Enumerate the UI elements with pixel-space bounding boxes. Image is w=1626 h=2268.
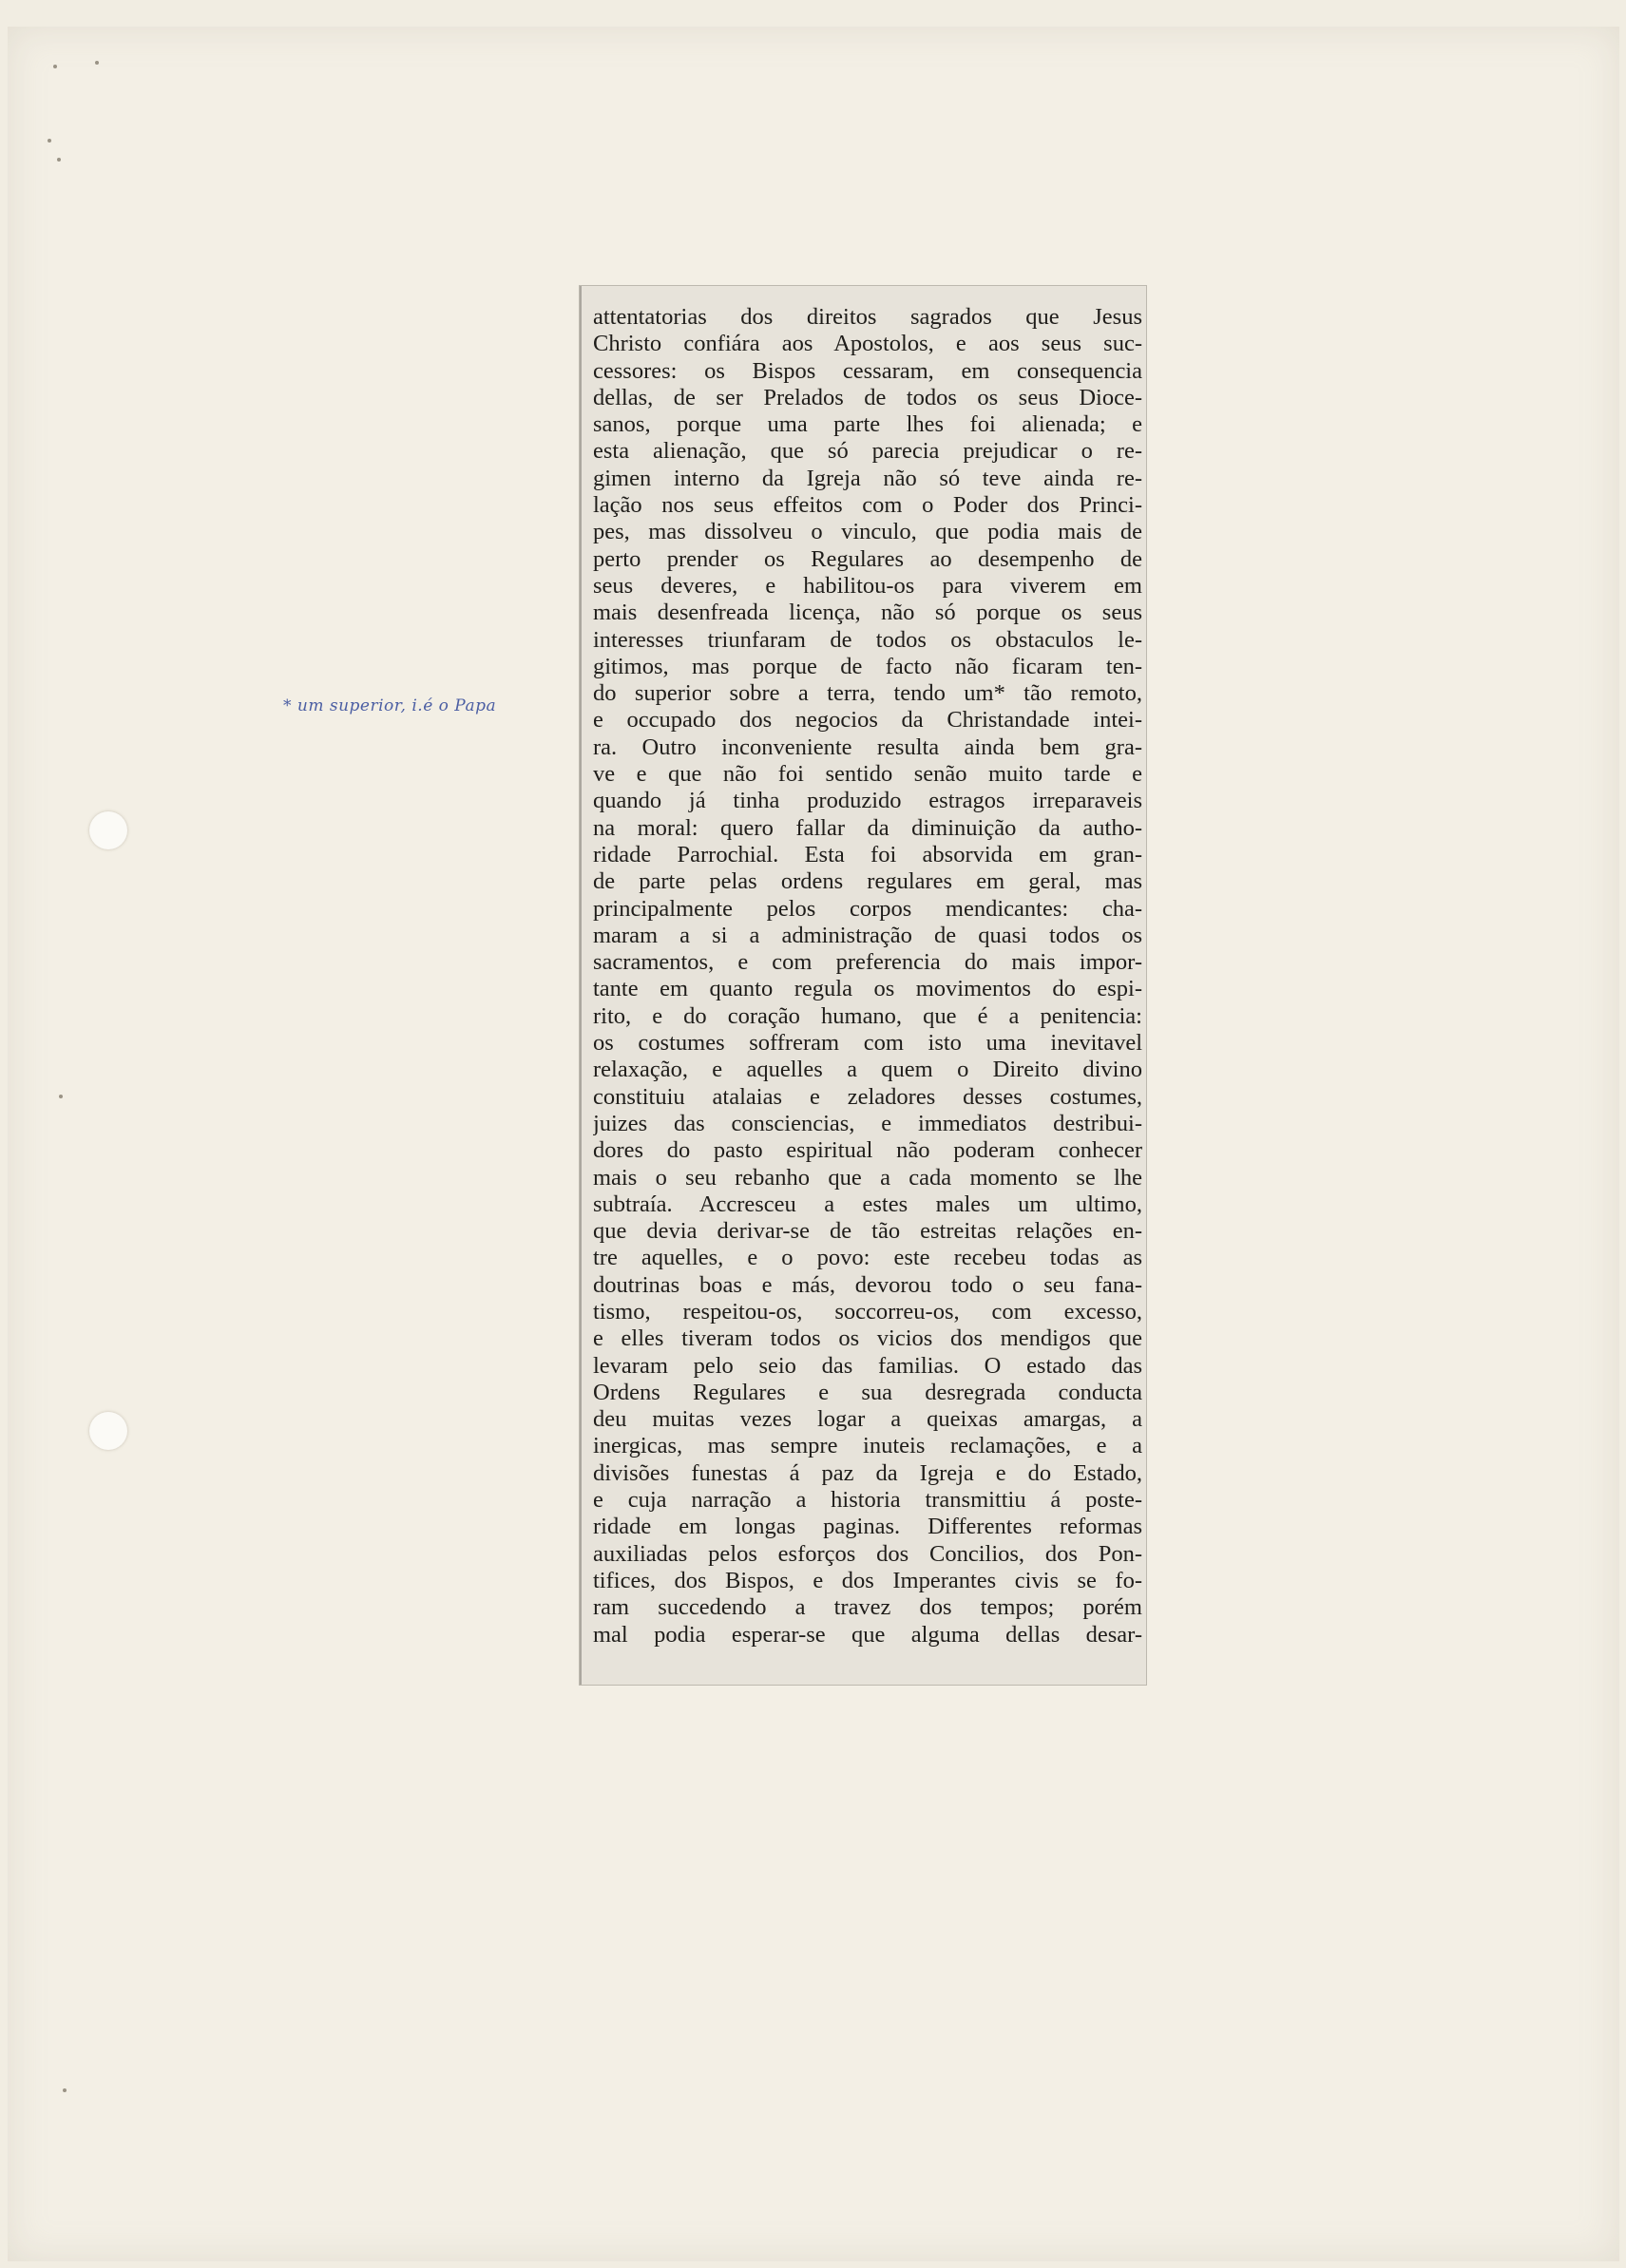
clipping-text-line: e cuja narração a historia transmittiu á poste- (593, 1487, 1142, 1514)
clipping-text-line: do superior sobre a terra, tendo um* tão remoto, (593, 680, 1142, 707)
clipping-text-line: quando já tinha produzido estragos irreparaveis (593, 788, 1142, 814)
punch-hole-top (89, 811, 127, 849)
clipping-text-line: auxiliadas pelos esforços dos Concilios, dos Pon- (593, 1540, 1142, 1567)
clipping-text-line: perto prender os Regulares ao desempenho de (593, 545, 1142, 572)
clipping-text-line: ve e que não foi sentido senão muito tarde e (593, 761, 1142, 788)
clipping-text-line: rito, e do coração humano, que é a penitencia: (593, 1002, 1142, 1029)
clipping-text-line: subtraía. Accresceu a estes males um ultimo, (593, 1191, 1142, 1217)
clipping-text-line: attentatorias dos direitos sagrados que Jesus (593, 304, 1142, 330)
paper-speck (95, 61, 99, 65)
clipping-text-line: ram succedendo a travez dos tempos; porém (593, 1594, 1142, 1621)
clipping-text-line: tre aquelles, e o povo: este recebeu todas as (593, 1245, 1142, 1271)
clipping-text-line: levaram pelo seio das familias. O estado das (593, 1352, 1142, 1379)
paper-speck (48, 139, 51, 143)
clipping-text-block (593, 304, 1142, 1649)
paper-speck (53, 65, 57, 68)
clipping-text-line: lação nos seus effeitos com o Poder dos Princi- (593, 492, 1142, 519)
clipping-text-line: tifices, dos Bispos, e dos Imperantes civis se fo- (593, 1567, 1142, 1593)
clipping-text-line: mal podia esperar-se que alguma dellas desar- (593, 1621, 1142, 1648)
clipping-text-line: tante em quanto regula os movimentos do espi- (593, 976, 1142, 1002)
clipping-text-line: divisões funestas á paz da Igreja e do Estado, (593, 1459, 1142, 1486)
clipping-text-line: deu muitas vezes logar a queixas amargas, a (593, 1406, 1142, 1433)
clipping-text-line: gitimos, mas porque de facto não ficaram ten- (593, 653, 1142, 679)
paper-speck (57, 158, 61, 162)
clipping-text-line: relaxação, e aquelles a quem o Direito divino (593, 1057, 1142, 1083)
clipping-text-line: seus deveres, e habilitou-os para viverem em (593, 572, 1142, 599)
clipping-text-line: Ordens Regulares e sua desregrada conducta (593, 1379, 1142, 1405)
paper-speck (63, 2088, 67, 2092)
clipping-text-line: na moral: quero fallar da diminuição da autho- (593, 814, 1142, 841)
clipping-text-line: de parte pelas ordens regulares em geral, mas (593, 868, 1142, 895)
clipping-text-line: mais desenfreada licença, não só porque os seus (593, 600, 1142, 626)
clipping-text-line: interesses triunfaram de todos os obstaculos le- (593, 626, 1142, 653)
clipping-text-line: ridade em longas paginas. Differentes reformas (593, 1514, 1142, 1540)
clipping-text-line: e elles tiveram todos os vicios dos mendigos que (593, 1325, 1142, 1352)
clipping-text-line: dellas, de ser Prelados de todos os seus Dioce- (593, 384, 1142, 410)
clipping-text-line: gimen interno da Igreja não só teve ainda re- (593, 465, 1142, 491)
clipping-text-line: sanos, porque uma parte lhes foi alienada; e (593, 411, 1142, 438)
handwritten-annotation: * um superior, i.é o Papa (283, 696, 497, 715)
clipping-text-line: tismo, respeitou-os, soccorreu-os, com excesso, (593, 1298, 1142, 1325)
clipping-text-line: principalmente pelos corpos mendicantes: cha- (593, 895, 1142, 922)
clipping-text-line: pes, mas dissolveu o vinculo, que podia mais de (593, 519, 1142, 545)
punch-hole-bottom (89, 1412, 127, 1450)
clipping-text-line: esta alienação, que só parecia prejudicar o re- (593, 438, 1142, 465)
clipping-text-line: inergicas, mas sempre inuteis reclamações, e a (593, 1433, 1142, 1459)
clipping-text-line: e occupado dos negocios da Christandade intei- (593, 707, 1142, 734)
newspaper-clipping (580, 286, 1146, 1685)
paper-speck (59, 1095, 63, 1098)
clipping-text-line: constituiu atalaias e zeladores desses costumes, (593, 1083, 1142, 1110)
clipping-text-line: sacramentos, e com preferencia do mais impor- (593, 949, 1142, 976)
clipping-text-line: que devia derivar-se de tão estreitas relações en- (593, 1218, 1142, 1245)
clipping-text-line: Christo confiára aos Apostolos, e aos seus suc- (593, 331, 1142, 357)
clipping-text-line: doutrinas boas e más, devorou todo o seu fana- (593, 1271, 1142, 1298)
clipping-text-line: mais o seu rebanho que a cada momento se lhe (593, 1164, 1142, 1191)
clipping-text-line: dores do pasto espiritual não poderam conhecer (593, 1137, 1142, 1164)
clipping-text-line: ra. Outro inconveniente resulta ainda bem gra- (593, 734, 1142, 760)
clipping-text-line: cessores: os Bispos cessaram, em consequencia (593, 357, 1142, 384)
clipping-text-line: juizes das consciencias, e immediatos destribui- (593, 1110, 1142, 1136)
clipping-text-line: maram a si a administração de quasi todos os (593, 922, 1142, 948)
clipping-text-line: ridade Parrochial. Esta foi absorvida em gran- (593, 841, 1142, 867)
clipping-edge (580, 286, 582, 1685)
clipping-text-line: os costumes soffreram com isto uma inevitavel (593, 1030, 1142, 1057)
